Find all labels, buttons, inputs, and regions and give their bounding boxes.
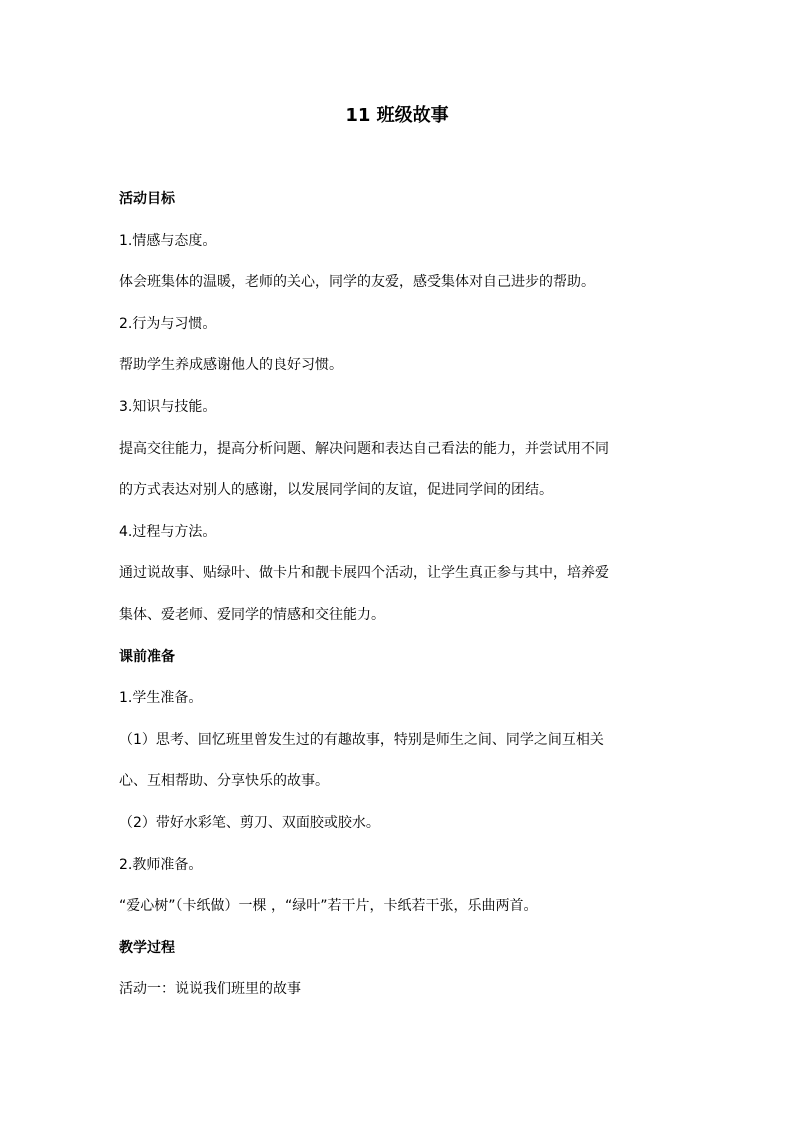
paragraph-line: 活动一：说说我们班里的故事	[119, 981, 301, 998]
paragraph-line: 集体、爱老师、爱同学的情感和交往能力。	[119, 606, 385, 623]
paragraph-line: 心、互相帮助、分享快乐的故事。	[119, 773, 329, 790]
paragraph-line: 的方式表达对别人的感谢，以发展同学间的友谊，促进同学间的团结。	[119, 482, 553, 499]
paragraph-line: “爱心树”（卡纸做）一棵 ，“绿叶”若干片，卡纸若干张，乐曲两首。	[119, 898, 538, 915]
section-heading: 教学过程	[119, 939, 175, 956]
paragraph-line: 2.行为与习惯。	[119, 315, 217, 332]
section-heading: 活动目标	[119, 191, 175, 207]
paragraph-line: 3.知识与技能。	[119, 398, 217, 415]
document-title: 11 班级故事	[345, 105, 449, 126]
paragraph-line: 1.情感与态度。	[119, 232, 217, 249]
paragraph-line: 提高交往能力，提高分析问题、解决问题和表达自己看法的能力，并尝试用不同	[119, 440, 609, 457]
paragraph-line: 4.过程与方法。	[119, 523, 217, 540]
paragraph-line: 帮助学生养成感谢他人的良好习惯。	[119, 357, 343, 374]
paragraph-line: （1）思考、回忆班里曾发生过的有趣故事，特别是师生之间、同学之间互相关	[119, 731, 604, 748]
section-heading: 课前准备	[119, 648, 175, 665]
paragraph-line: 1.学生准备。	[119, 690, 203, 707]
paragraph-line: 通过说故事、贴绿叶、做卡片和靓卡展四个活动，让学生真正参与其中，培养爱	[119, 565, 609, 582]
paragraph-line: （2）带好水彩笔、剪刀、双面胶或胶水。	[119, 814, 380, 831]
paragraph-line: 体会班集体的温暖，老师的关心，同学的友爱，感受集体对自己进步的帮助。	[119, 274, 595, 291]
document-body	[119, 186, 679, 1018]
paragraph-line: 2.教师准备。	[119, 856, 203, 873]
